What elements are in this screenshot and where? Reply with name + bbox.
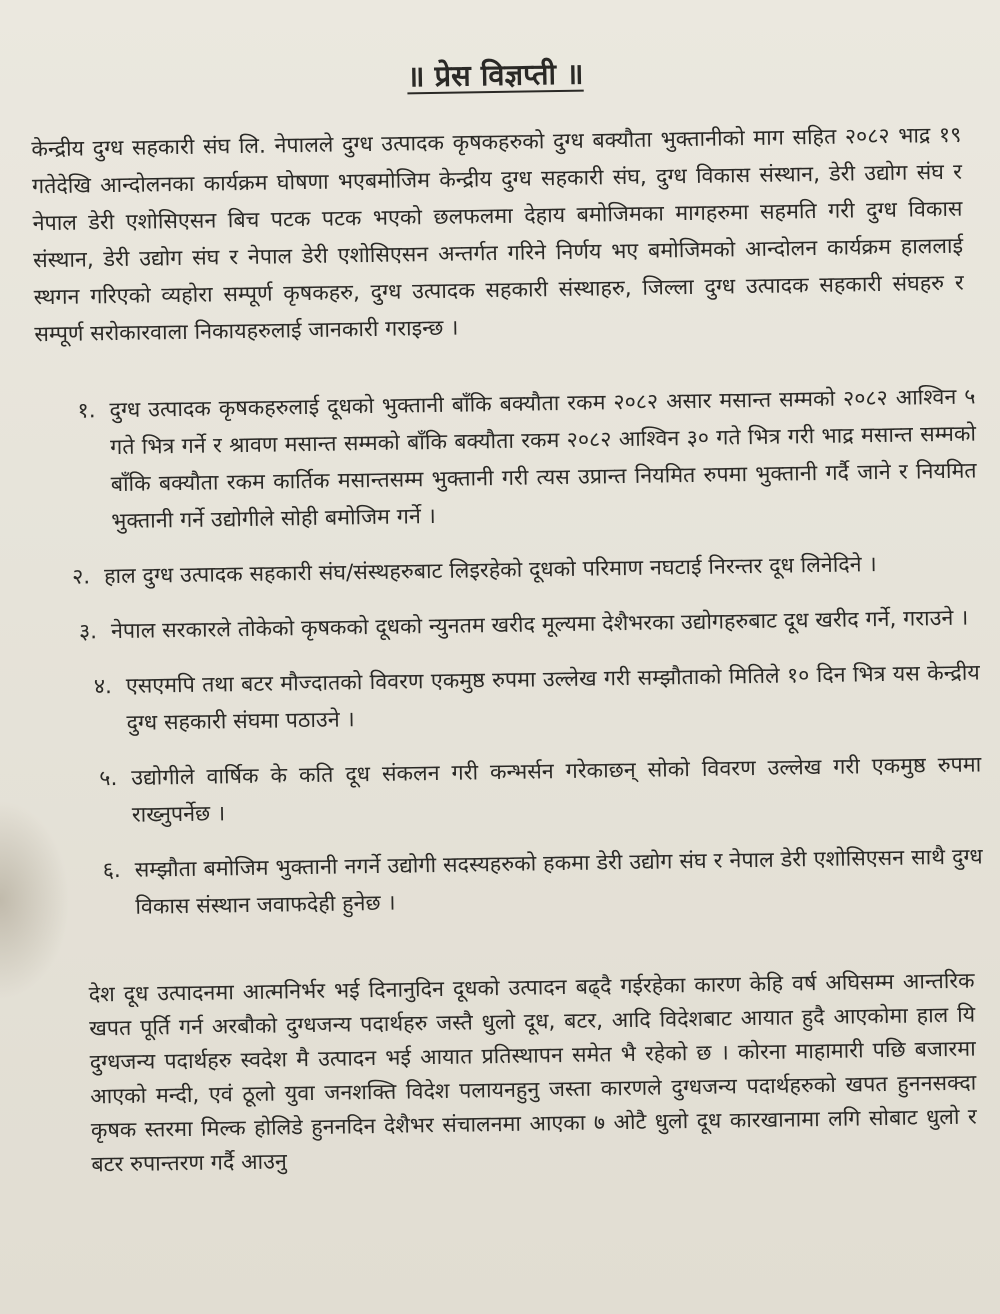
list-item-number: ६. bbox=[102, 857, 121, 884]
list-item bbox=[32, 838, 983, 927]
list-item-text: हाल दुग्ध उत्पादक सहकारी संघ/संस्थहरुबाट लिइरहेको दूधको परिमाण नघटाई निरन्तर दूध लिनेदिने । bbox=[103, 552, 877, 590]
list-item-text: एसएमपि तथा बटर मौज्दातको विवरण एकमुष्ठ रुपमा उल्लेख गरी सम्झौताको मितिले १० दिन भित्र यस केन्द्रीय दुग्ध सहकारी संघमा पठाउने । bbox=[125, 660, 980, 736]
demands-list bbox=[25, 378, 983, 927]
list-item-number: ५. bbox=[99, 766, 118, 792]
list-item-number: २. bbox=[71, 564, 91, 590]
page-title: ॥ प्रेस विज्ञप्ती ॥ bbox=[406, 56, 584, 94]
list-item bbox=[28, 544, 978, 596]
list-item-text: दुग्ध उत्पादक कृषकहरुलाई दूधको भुक्तानी बाँकि बक्यौता रकम २०८२ असार मसान्त सम्मको २०८२ आश्विन ५ गते भित्र गर्ने र श्रावण मसान्त सम्मको बाँकि बक्यौता रकम २०८२ आश्विन ३० गते भित्र गरी भाद्र मसान्त सम्मको बाँकि बक्यौता रकम कार्तिक मसान्तसम्म भुक्तानी गरी त्यस उप्रान्त नियमित रुपमा भुक्तानी गर्दै जाने र नियमित भुक्तानी गर्ने उद्योगीले सोही बमोजिम गर्ने । bbox=[109, 384, 977, 535]
list-item-text: नेपाल सरकारले तोकेको कृषकको दूधको न्युनतम खरीद मूल्यमा देशैभरका उद्योगहरुबाट दूध खरीद गर्ने, गराउने । bbox=[110, 605, 969, 645]
list-item-number: ३. bbox=[78, 619, 98, 645]
closing-paragraph: देश दूध उत्पादनमा आत्मनिर्भर भई दिनानुदिन दूधको उत्पादन बढ्दै गईरहेका कारण केहि वर्ष अघिसम्म आन्तरिक खपत पूर्ति गर्न अरबौको दुग्धजन्य पदार्थहरु जस्तै धुलो दूध, बटर, आदि विदेशबाट आयात हुदै आएकोमा हाल यि दुग्धजन्य पदार्थहरु स्वदेश मै उत्पादन भई आयात प्रतिस्थापन समेत भै रहेको छ । कोरना माहामारी पछि बजारमा आएको मन्दी, एवं ठूलो युवा जनशक्ति विदेश पलायनहुनु जस्ता कारणले दुग्धजन्य पदार्थहरुको खपत हुननसक्दा कृषक स्तरमा मिल्क होलिडे हुननदिन देशैभर संचालनमा आएका ७ ओटै धुलो दूध कारखानामा लगि सोबाट धुलो र बटर रुपान्तरण गर्दै आउनु bbox=[88, 968, 977, 1178]
list-item-text: सम्झौता बमोजिम भुक्तानी नगर्ने उद्योगी सदस्यहरुको हकमा डेरी उद्योग संघ र नेपाल डेरी एशोसिएसन साथै दुग्ध विकास संस्थान जवाफदेही हुनेछ । bbox=[134, 844, 983, 920]
list-item-text: उद्योगीले वार्षिक के कति दूध संकलन गरी कन्भर्सन गरेकाछन् सोको विवरण उल्लेख गरी एकमुष्ठ रुपमा राख्नुपर्नेछ । bbox=[131, 752, 982, 828]
list-item bbox=[25, 378, 977, 541]
intro-paragraph: केन्द्रीय दुग्ध सहकारी संघ लि. नेपालले दुग्ध उत्पादक कृषकहरुको दुग्ध बक्यौता भुक्तानीको माग सहित २०८२ भाद्र १९ गतेदेखि आन्दोलनका कार्यक्रम घोषणा भएबमोजिम केन्द्रीय दुग्ध सहकारी संघ, दुग्ध विकास संस्थान, डेरी उद्योग संघ र नेपाल डेरी एशोसिएसन बिच पटक पटक भएको छलफलमा देहाय बमोजिमका मागहरुमा सहमति गरी दुग्ध विकास संस्थान, डेरी उद्योग संघ र नेपाल डेरी एशोसिएसन अन्तर्गत गरिने निर्णय भए बमोजिमको आन्दोलन कार्यक्रम हाललाई स्थगन गरिएको व्यहोरा सम्पूर्ण कृषकहरु, दुग्ध उत्पादक सहकारी संस्थाहरु, जिल्ला दुग्ध उत्पादक सहकारी संघहरु र सम्पूर्ण सरोकारवाला निकायहरुलाई जानकारी गराइन्छ । bbox=[31, 122, 964, 348]
list-item bbox=[30, 654, 981, 743]
list-item bbox=[31, 746, 982, 835]
list-item-number: ४. bbox=[93, 674, 113, 700]
list-item bbox=[29, 599, 979, 651]
list-item-number: १. bbox=[77, 398, 96, 424]
press-release bbox=[20, 48, 987, 1184]
